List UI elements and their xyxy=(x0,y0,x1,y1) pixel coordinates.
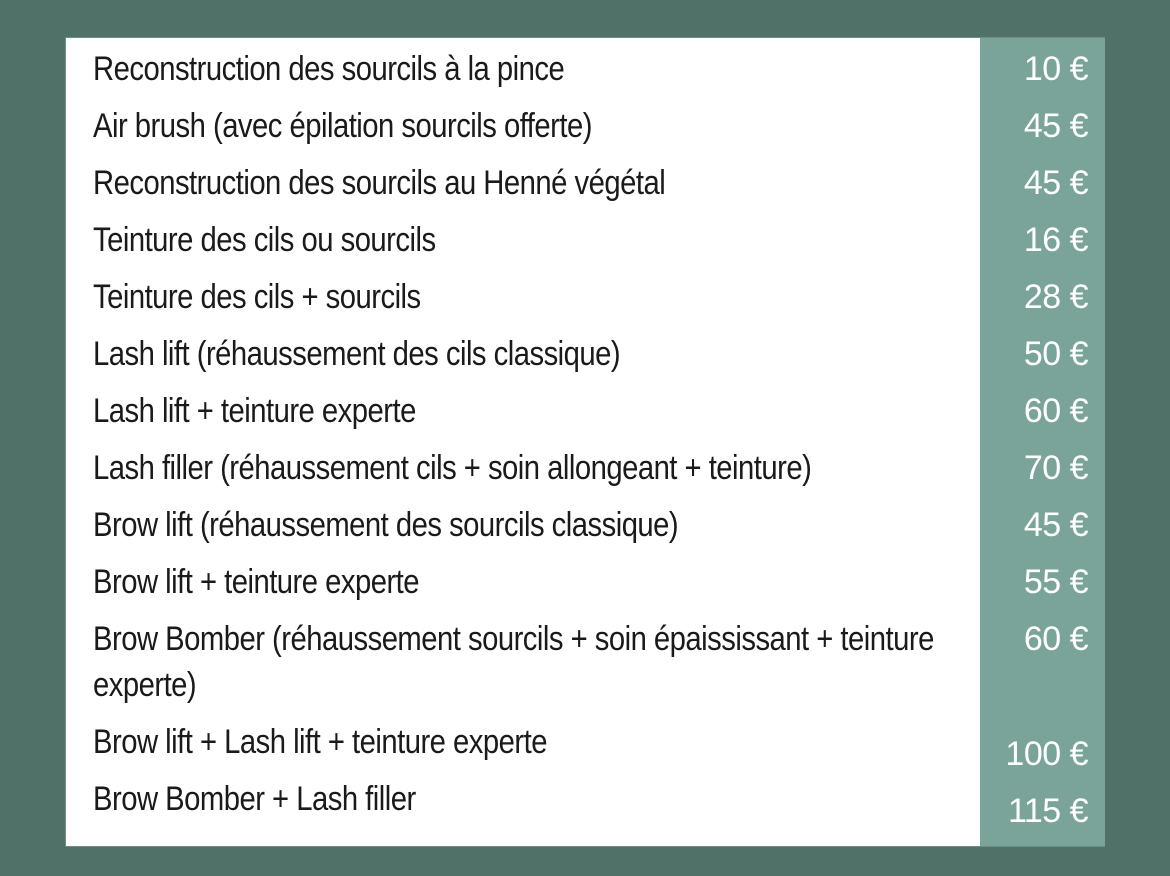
service-price: 50 € xyxy=(1023,335,1088,373)
service-name: Lash lift + teinture experte xyxy=(93,392,416,430)
service-price: 55 € xyxy=(1023,563,1088,601)
service-name: Brow lift + Lash lift + teinture experte xyxy=(93,723,547,761)
service-name: Lash lift (réhaussement des cils classique) xyxy=(93,335,621,373)
service-price: 16 € xyxy=(1023,221,1088,259)
service-price: 45 € xyxy=(1023,164,1088,202)
service-name: Reconstruction des sourcils à la pince xyxy=(93,50,565,88)
service-name: Teinture des cils + sourcils xyxy=(93,278,421,316)
service-price: 45 € xyxy=(1023,107,1088,145)
service-price: 45 € xyxy=(1023,506,1088,544)
service-price: 115 € xyxy=(1007,792,1088,830)
service-name: Brow Bomber + Lash filler xyxy=(93,780,416,818)
service-name: Brow lift + teinture experte xyxy=(93,563,420,601)
service-name: Air brush (avec épilation sourcils offerte) xyxy=(93,107,592,145)
service-price: 60 € xyxy=(1023,392,1088,430)
price-list-card xyxy=(65,37,1105,847)
service-name: Teinture des cils ou sourcils xyxy=(93,221,436,259)
service-price: 60 € xyxy=(1023,620,1088,658)
service-price: 10 € xyxy=(1023,50,1088,88)
service-name: Lash filler (réhaussement cils + soin allongeant + teinture) xyxy=(93,449,812,487)
service-name: Brow Bomber (réhaussement sourcils + soin épaississant + teinture experte) xyxy=(93,620,934,704)
service-price: 70 € xyxy=(1023,449,1088,487)
service-price: 28 € xyxy=(1023,278,1088,316)
service-name: Reconstruction des sourcils au Henné végétal xyxy=(93,164,666,202)
service-name: Brow lift (réhaussement des sourcils classique) xyxy=(93,506,679,544)
service-price: 100 € xyxy=(1005,735,1088,773)
